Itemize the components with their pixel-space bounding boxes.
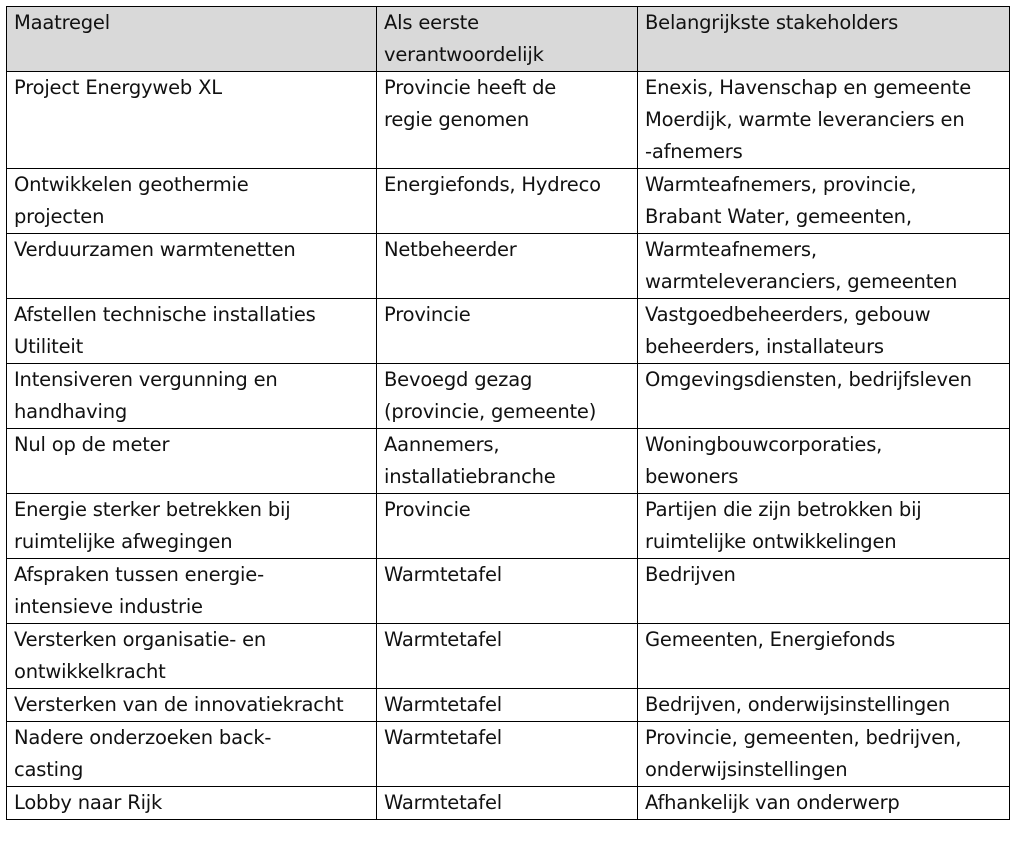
table-row xyxy=(7,299,1010,364)
cell-verantwoordelijk: Netbeheerder xyxy=(377,234,638,299)
cell-maatregel: Afstellen technische installaties Utiliteit xyxy=(7,299,377,364)
table-row xyxy=(7,234,1010,299)
measures-table xyxy=(6,6,1010,820)
cell-stakeholders: Bedrijven xyxy=(638,559,1010,624)
cell-verantwoordelijk: Warmtetafel xyxy=(377,624,638,689)
cell-verantwoordelijk: Bevoegd gezag (provincie, gemeente) xyxy=(377,364,638,429)
cell-stakeholders: Warmteafnemers, provincie, Brabant Water, gemeenten, xyxy=(638,169,1010,234)
cell-maatregel: Intensiveren vergunning en handhaving xyxy=(7,364,377,429)
cell-stakeholders: Woningbouwcorporaties, bewoners xyxy=(638,429,1010,494)
table-row xyxy=(7,72,1010,169)
cell-maatregel: Lobby naar Rijk xyxy=(7,787,377,820)
header-cell-stakeholders: Belangrijkste stakeholders xyxy=(638,7,1010,72)
cell-stakeholders: Partijen die zijn betrokken bij ruimtelijke ontwikkelingen xyxy=(638,494,1010,559)
cell-maatregel: Nul op de meter xyxy=(7,429,377,494)
table-row xyxy=(7,429,1010,494)
cell-verantwoordelijk: Warmtetafel xyxy=(377,689,638,722)
cell-stakeholders: Bedrijven, onderwijsinstellingen xyxy=(638,689,1010,722)
cell-stakeholders: Gemeenten, Energiefonds xyxy=(638,624,1010,689)
cell-maatregel: Afspraken tussen energie- intensieve industrie xyxy=(7,559,377,624)
cell-stakeholders: Enexis, Havenschap en gemeente Moerdijk, warmte leveranciers en -afnemers xyxy=(638,72,1010,169)
cell-maatregel: Verduurzamen warmtenetten xyxy=(7,234,377,299)
cell-stakeholders: Afhankelijk van onderwerp xyxy=(638,787,1010,820)
cell-verantwoordelijk: Provincie heeft de regie genomen xyxy=(377,72,638,169)
cell-verantwoordelijk: Provincie xyxy=(377,299,638,364)
cell-verantwoordelijk: Warmtetafel xyxy=(377,559,638,624)
cell-maatregel: Energie sterker betrekken bij ruimtelijke afwegingen xyxy=(7,494,377,559)
cell-verantwoordelijk: Warmtetafel xyxy=(377,787,638,820)
table-header-row xyxy=(7,7,1010,72)
cell-stakeholders: Omgevingsdiensten, bedrijfsleven xyxy=(638,364,1010,429)
cell-maatregel: Versterken van de innovatiekracht xyxy=(7,689,377,722)
cell-maatregel: Project Energyweb XL xyxy=(7,72,377,169)
table-row xyxy=(7,689,1010,722)
header-cell-verantwoordelijk: Als eerste verantwoordelijk xyxy=(377,7,638,72)
table-row xyxy=(7,787,1010,820)
cell-verantwoordelijk: Aannemers, installatiebranche xyxy=(377,429,638,494)
cell-maatregel: Ontwikkelen geothermie projecten xyxy=(7,169,377,234)
cell-maatregel: Versterken organisatie- en ontwikkelkracht xyxy=(7,624,377,689)
table-row xyxy=(7,624,1010,689)
cell-verantwoordelijk: Provincie xyxy=(377,494,638,559)
cell-stakeholders: Provincie, gemeenten, bedrijven, onderwijsinstellingen xyxy=(638,722,1010,787)
table-row xyxy=(7,494,1010,559)
cell-verantwoordelijk: Warmtetafel xyxy=(377,722,638,787)
table-row xyxy=(7,559,1010,624)
cell-stakeholders: Vastgoedbeheerders, gebouw beheerders, installateurs xyxy=(638,299,1010,364)
header-cell-maatregel: Maatregel xyxy=(7,7,377,72)
table-row xyxy=(7,169,1010,234)
cell-maatregel: Nadere onderzoeken back- casting xyxy=(7,722,377,787)
table-row xyxy=(7,364,1010,429)
cell-verantwoordelijk: Energiefonds, Hydreco xyxy=(377,169,638,234)
cell-stakeholders: Warmteafnemers, warmteleveranciers, gemeenten xyxy=(638,234,1010,299)
table-row xyxy=(7,722,1010,787)
